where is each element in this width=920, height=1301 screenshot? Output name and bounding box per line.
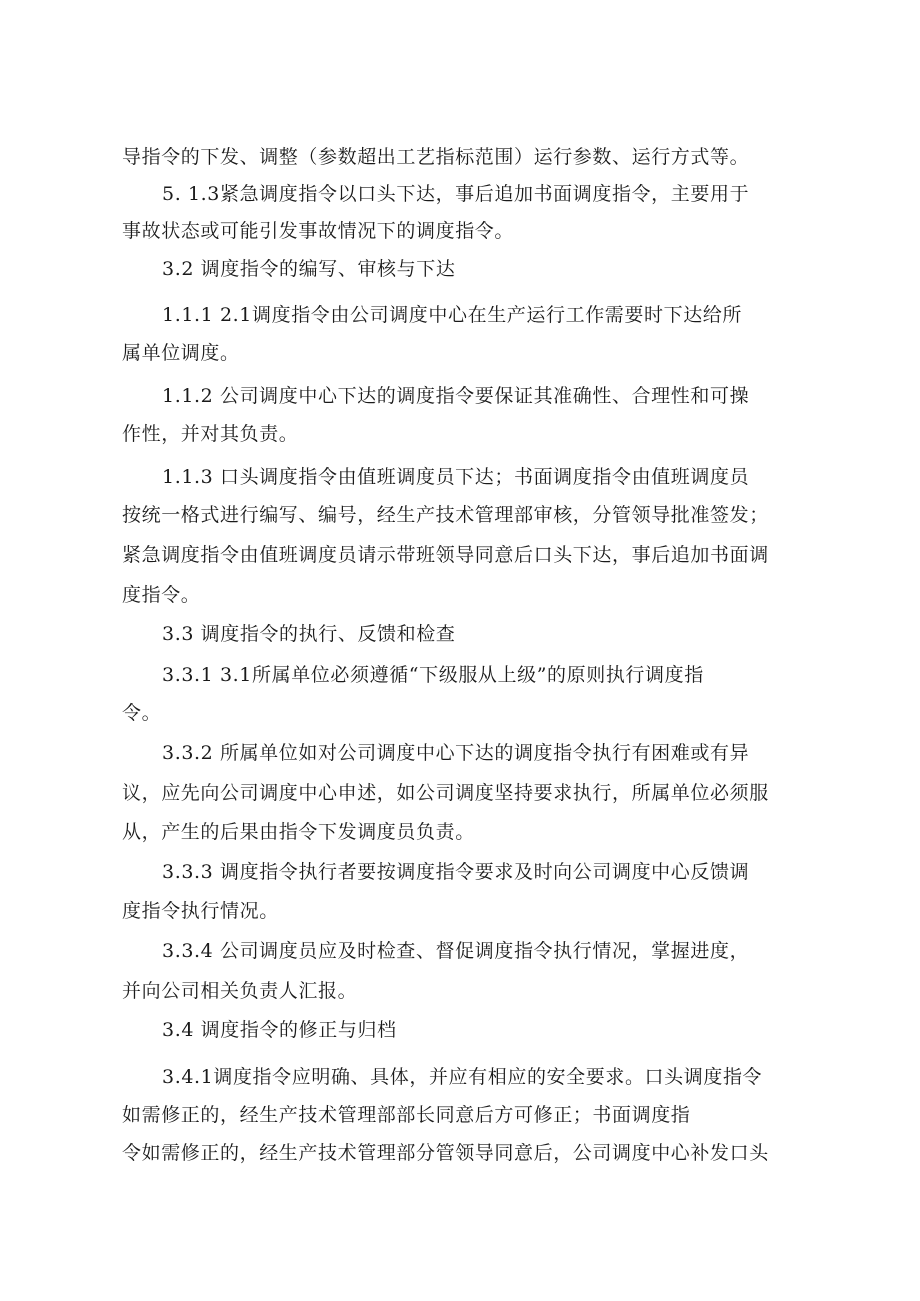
section-heading: 3.4 调度指令的修正与归档 — [162, 1019, 397, 1041]
text-line: 1.1.3 口头调度指令由值班调度员下达；书面调度指令由值班调度员 — [162, 466, 750, 488]
text-line: 3.3.1 3.1所属单位必须遵循“下级服从上级”的原则执行调度指 — [162, 664, 704, 686]
text-line: 3.4.1调度指令应明确、具体，并应有相应的安全要求。口头调度指令 — [162, 1066, 763, 1088]
text-line: 事故状态或可能引发事故情况下的调度指令。 — [122, 220, 515, 242]
text-line: 3.3.3 调度指令执行者要按调度指令要求及时向公司调度中心反馈调 — [162, 861, 750, 883]
text-line: 令如需修正的，经生产技术管理部分管领导同意后，公司调度中心补发口头 — [122, 1142, 769, 1164]
text-line: 从，产生的后果由指令下发调度员负责。 — [122, 821, 475, 843]
text-line: 1.1.2 公司调度中心下达的调度指令要保证其准确性、合理性和可操 — [162, 385, 750, 407]
text-line: 紧急调度指令由值班调度员请示带班领导同意后口头下达，事后追加书面调 — [122, 544, 769, 566]
text-line: 度指令执行情况。 — [122, 900, 279, 922]
text-line: 导指令的下发、调整（参数超出工艺指标范围）运行参数、运行方式等。 — [122, 146, 750, 168]
text-line: 3.3.4 公司调度员应及时检查、督促调度指令执行情况，掌握进度， — [162, 940, 750, 962]
text-line: 如需修正的，经生产技术管理部部长同意后方可修正；书面调度指 — [122, 1104, 691, 1126]
text-line: 议，应先向公司调度中心申述，如公司调度坚持要求执行，所属单位必须服 — [122, 782, 769, 804]
text-line: 令。 — [122, 702, 162, 724]
text-line: 属单位调度。 — [122, 342, 240, 364]
text-line: 并向公司相关负责人汇报。 — [122, 980, 358, 1002]
text-line: 5. 1.3紧急调度指令以口头下达，事后追加书面调度指令，主要用于 — [162, 183, 750, 205]
text-line: 作性，并对其负责。 — [122, 423, 299, 445]
section-heading: 3.2 调度指令的编写、审核与下达 — [162, 258, 456, 280]
section-heading: 3.3 调度指令的执行、反馈和检查 — [162, 623, 456, 645]
text-line: 度指令。 — [122, 584, 201, 606]
text-line: 1.1.1 2.1调度指令由公司调度中心在生产运行工作需要时下达给所 — [162, 304, 743, 326]
text-line: 3.3.2 所属单位如对公司调度中心下达的调度指令执行有困难或有异 — [162, 742, 750, 764]
text-line: 按统一格式进行编写、编号，经生产技术管理部审核，分管领导批准签发； — [122, 504, 769, 526]
